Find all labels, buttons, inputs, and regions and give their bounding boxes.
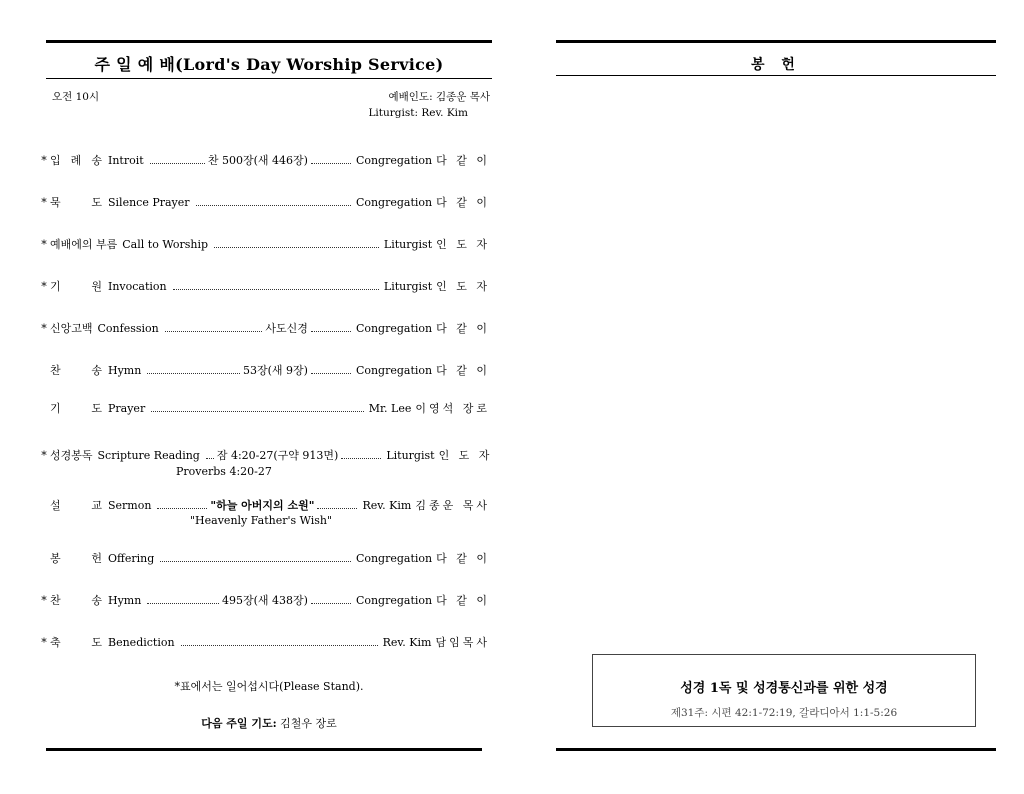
service-item (38, 400, 490, 416)
stand-marker: * (41, 196, 47, 209)
service-item (38, 278, 490, 294)
item-korean-char: 묵 (50, 196, 61, 209)
item-leader-english: Liturgist (383, 238, 433, 251)
leader-dots (311, 331, 351, 332)
stand-marker: * (41, 154, 47, 167)
item-korean-char: 도 (91, 196, 102, 209)
leader-dots (214, 247, 379, 248)
item-leader-korean: 다 같 이 (436, 552, 490, 565)
stand-marker: * (41, 594, 47, 607)
leader-dots (147, 603, 219, 604)
bottom-rule (556, 748, 996, 751)
next-prayer-label: 다음 주일 기도: (201, 717, 277, 730)
service-item (38, 194, 490, 210)
item-korean-name (50, 497, 108, 513)
stand-marker: * (41, 238, 47, 251)
stand-marker: * (41, 280, 47, 293)
item-korean-char: 신앙고백 (50, 322, 93, 335)
item-leader-korean: 이영석 장로 (415, 402, 490, 415)
item-korean-name (50, 236, 122, 252)
item-korean-char: 교 (91, 499, 102, 512)
item-leader-korean: 다 같 이 (436, 364, 490, 377)
leader-dots (157, 508, 207, 509)
item-korean-char: 헌 (91, 552, 102, 565)
top-rule (556, 40, 996, 43)
item-korean-name (50, 152, 108, 168)
bible-reading-title: 성경 1독 및 성경통신과를 위한 성경 (680, 681, 888, 696)
item-leader-english: Congregation (355, 552, 433, 565)
item-korean-name (50, 634, 108, 650)
item-korean-char: 찬 (50, 594, 61, 607)
leader-dots (160, 561, 351, 562)
item-korean-name (50, 400, 108, 416)
leader-dots (147, 373, 240, 374)
leader-dots (206, 458, 214, 459)
leader-dots (196, 205, 351, 206)
title-rule (556, 75, 996, 76)
item-leader-english: Liturgist (386, 449, 435, 462)
next-week-prayer (46, 715, 492, 731)
bible-reading-schedule: 제31주: 시편 42:1-72:19, 갈라디아서 1:1-5:26 (670, 707, 898, 719)
item-leader-english: Congregation (355, 322, 433, 335)
item-leader-korean: 인 도 자 (438, 449, 493, 462)
stand-note: *표에서는 일어섭시다(Please Stand). (174, 680, 364, 693)
item-english-name: Call to Worship (122, 238, 209, 251)
liturgist: Liturgist: Rev. Kim (368, 107, 468, 119)
stand-marker: * (41, 636, 47, 649)
leader-dots (317, 508, 357, 509)
item-english-name: Scripture Reading (97, 449, 200, 462)
item-english-name: Prayer (108, 402, 146, 415)
top-rule (46, 40, 492, 43)
item-korean-char: 도 (91, 636, 102, 649)
item-korean-name (50, 320, 98, 336)
item-detail: 사도신경 (265, 322, 308, 335)
service-item (38, 320, 490, 336)
item-korean-name (50, 278, 108, 294)
item-leader-english: Congregation (355, 196, 433, 209)
item-leader-english: Rev. Kim (382, 636, 432, 649)
item-korean-name (50, 447, 98, 463)
item-english-name: Benediction (108, 636, 175, 649)
item-korean-char: 찬 (50, 364, 61, 377)
item-korean-char: 원 (91, 280, 102, 293)
item-korean-char: 예배에의 부름 (50, 238, 118, 251)
item-korean-char: 기 (50, 402, 61, 415)
item-english-name: Offering (108, 552, 155, 565)
item-korean-char: 기 (50, 280, 61, 293)
item-leader-korean: 인 도 자 (436, 238, 490, 251)
item-english-name: Invocation (108, 280, 167, 293)
item-english-name: Hymn (108, 594, 142, 607)
scripture-subtitle: Proverbs 4:20-27 (176, 465, 272, 478)
service-item (38, 592, 490, 608)
item-leader-english: Congregation (355, 594, 433, 607)
bottom-rule (46, 748, 482, 751)
item-english-name: Introit (108, 154, 144, 167)
leader-dots (151, 411, 364, 412)
leader-dots (311, 373, 351, 374)
item-english-name: Silence Prayer (108, 196, 190, 209)
item-english-name: Confession (97, 322, 159, 335)
item-detail: "하늘 아버지의 소원" (210, 499, 315, 512)
service-item (38, 634, 490, 650)
item-korean-char: 설 (50, 499, 61, 512)
leader-dots (311, 163, 351, 164)
leader-dots (165, 331, 263, 332)
item-detail: 찬 500장(새 446장) (207, 154, 308, 167)
service-item (38, 152, 490, 168)
item-leader-english: Mr. Lee (368, 402, 412, 415)
item-korean-name (50, 362, 108, 378)
service-item (38, 362, 490, 378)
item-korean-name (50, 194, 108, 210)
service-item (38, 236, 490, 252)
item-korean-char: 도 (91, 402, 102, 415)
item-leader-english: Rev. Kim (362, 499, 412, 512)
leader-dots (311, 603, 351, 604)
item-leader-korean: 다 같 이 (436, 154, 490, 167)
next-prayer-name: 김철우 장로 (280, 717, 337, 730)
item-korean-char: 송 (91, 154, 102, 167)
item-leader-korean: 담임목사 (435, 636, 490, 649)
item-korean-char: 송 (91, 594, 102, 607)
bible-reading-box (592, 654, 976, 727)
offering-title: 봉 헌 (751, 57, 801, 73)
item-korean-char: 성경봉독 (50, 449, 93, 462)
item-leader-english: Congregation (355, 154, 433, 167)
service-item (38, 447, 493, 463)
service-item (38, 497, 490, 513)
leader-dots (341, 458, 381, 459)
item-detail: 495장(새 438장) (221, 594, 308, 607)
item-detail: 53장(새 9장) (242, 364, 308, 377)
item-korean-name (50, 592, 108, 608)
item-leader-english: Liturgist (383, 280, 433, 293)
item-leader-english: Congregation (355, 364, 433, 377)
worship-leader: 예배인도: 김종운 목사 (388, 91, 490, 103)
item-korean-char: 입 (50, 154, 61, 167)
item-leader-korean: 다 같 이 (436, 594, 490, 607)
stand-marker: * (41, 322, 47, 335)
leader-dots (173, 289, 379, 290)
item-detail: 잠 4:20-27(구약 913면) (216, 449, 339, 462)
item-english-name: Sermon (108, 499, 152, 512)
item-leader-korean: 김종운 목사 (415, 499, 490, 512)
item-english-name: Hymn (108, 364, 142, 377)
stand-marker: * (41, 449, 47, 462)
sermon-subtitle: "Heavenly Father's Wish" (190, 514, 333, 527)
item-korean-name (50, 550, 108, 566)
item-leader-korean: 다 같 이 (436, 196, 490, 209)
title-rule (46, 78, 492, 79)
leader-dots (181, 645, 378, 646)
item-korean-char: 축 (50, 636, 61, 649)
leader-dots (150, 163, 205, 164)
item-korean-char: 례 (70, 154, 82, 167)
item-leader-korean: 인 도 자 (436, 280, 490, 293)
item-leader-korean: 다 같 이 (436, 322, 490, 335)
item-korean-char: 봉 (50, 552, 61, 565)
service-item (38, 550, 490, 566)
service-time: 오전 10시 (52, 91, 100, 103)
page-title: 주 일 예 배(Lord's Day Worship Service) (94, 55, 444, 74)
item-korean-char: 송 (91, 364, 102, 377)
